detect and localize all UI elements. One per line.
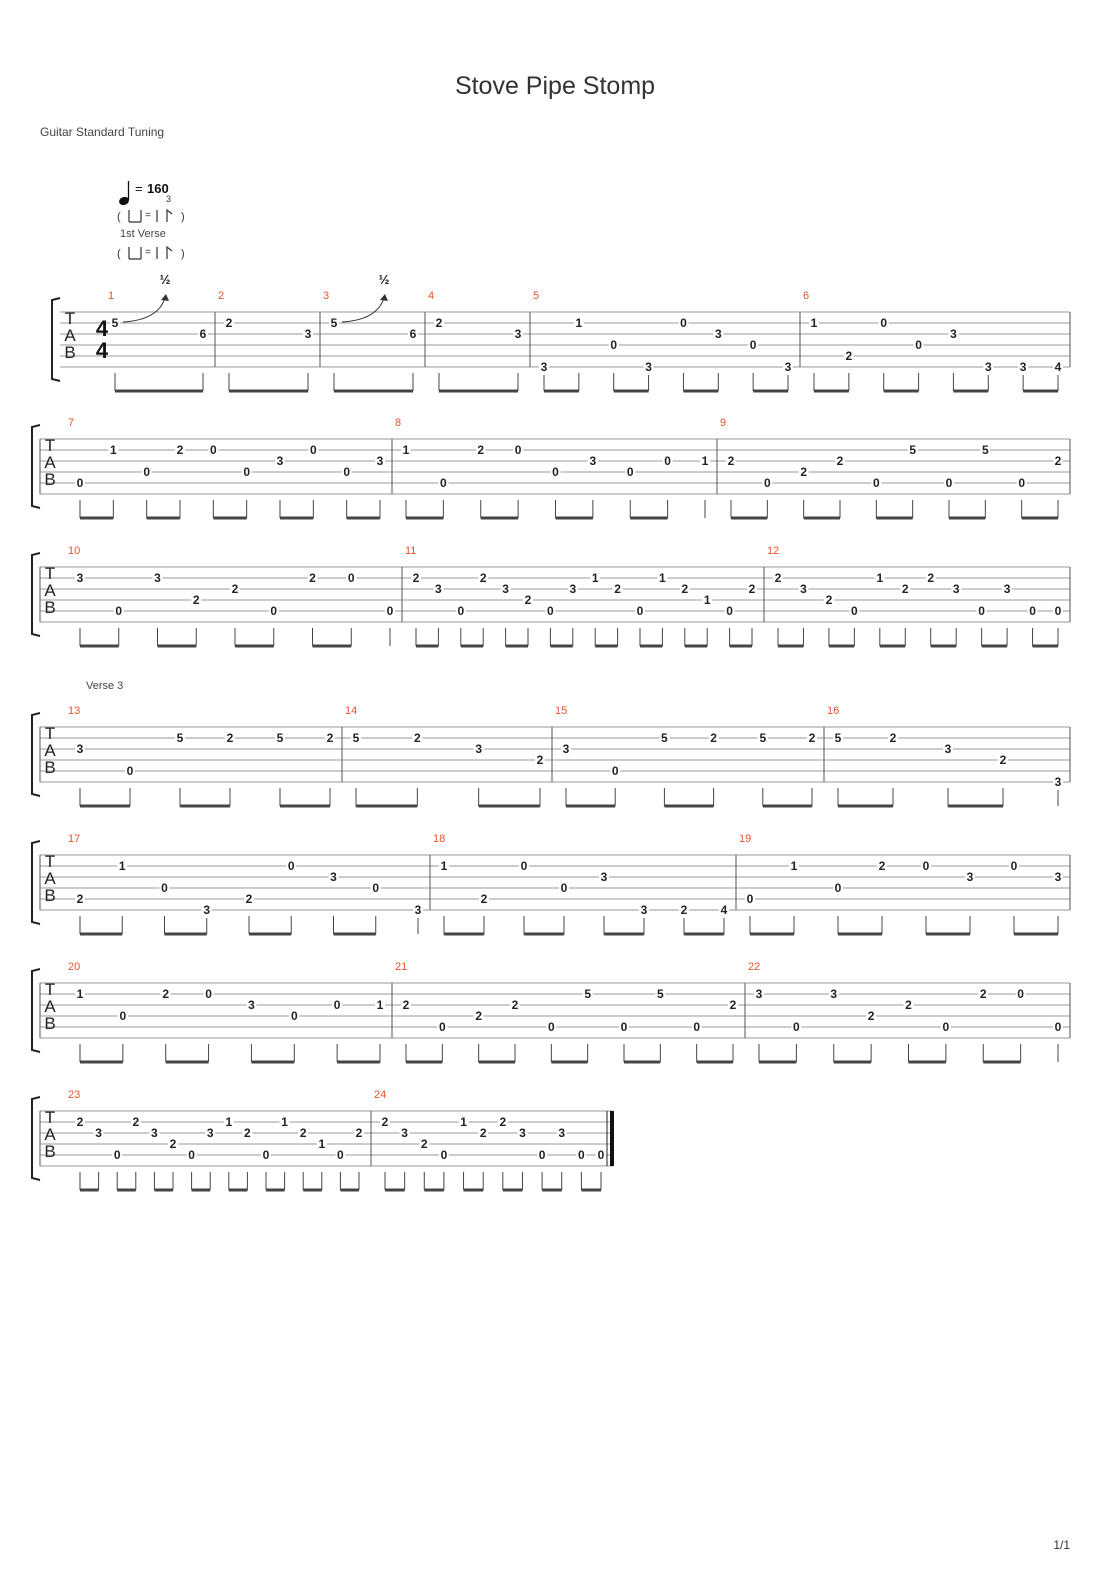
fret-number: 0 [1010, 859, 1018, 873]
fret-number: 0 [763, 476, 771, 490]
fret-number: 3 [984, 360, 992, 374]
fret-number: 3 [1054, 775, 1062, 789]
fret-number: 2 [245, 892, 253, 906]
fret-number: 3 [414, 903, 422, 917]
song-title: Stove Pipe Stomp [454, 72, 656, 100]
fret-number: 0 [209, 443, 217, 457]
fret-number: 3 [952, 582, 960, 596]
fret-number: 0 [270, 604, 278, 618]
time-signature-denominator: 4 [95, 338, 109, 363]
fret-number: 3 [944, 742, 952, 756]
fret-number: 2 [225, 316, 233, 330]
fret-number: 0 [262, 1148, 270, 1162]
fret-number: 0 [76, 476, 84, 490]
section-label-verse3: Verse 3 [86, 680, 124, 692]
fret-number: 5 [111, 316, 119, 330]
fret-number: 2 [480, 892, 488, 906]
fret-number: 3 [569, 582, 577, 596]
fret-number: 5 [330, 316, 338, 330]
fret-number: 2 [800, 465, 808, 479]
fret-number: 0 [343, 465, 351, 479]
fret-number: 0 [636, 604, 644, 618]
measure-number: 5 [533, 290, 540, 302]
fret-number: 3 [1019, 360, 1027, 374]
fret-number: 0 [620, 1020, 628, 1034]
measure-number: 12 [767, 545, 780, 557]
system-bracket [32, 713, 40, 796]
fret-number: 2 [176, 443, 184, 457]
swing-rhythm-icon [157, 210, 172, 222]
fret-number: 0 [626, 465, 634, 479]
fret-number: 2 [475, 1009, 483, 1023]
measure-number: 3 [323, 290, 330, 302]
fret-number: 1 [281, 1115, 288, 1129]
measure-number: 8 [395, 417, 402, 429]
fret-number: 3 [562, 742, 570, 756]
fret-number: 2 [326, 731, 334, 745]
measure-number: 17 [68, 833, 81, 845]
fret-number: 0 [333, 998, 341, 1012]
fret-number: 2 [681, 582, 689, 596]
system-bracket [32, 553, 40, 636]
fret-number: 0 [872, 476, 880, 490]
fret-number: 3 [401, 1126, 408, 1140]
fret-number: 2 [979, 987, 987, 1001]
fret-number: 4 [1054, 360, 1062, 374]
fret-number: 3 [95, 1126, 102, 1140]
fret-number: 0 [161, 881, 168, 895]
swing-rhythm-icon [157, 247, 172, 259]
measure-number: 4 [428, 290, 435, 302]
fret-number: 5 [759, 731, 767, 745]
fret-number: 0 [538, 1148, 546, 1162]
fret-number: 5 [834, 731, 842, 745]
fret-number: 3 [640, 903, 648, 917]
fret-number: 2 [226, 731, 234, 745]
measure-number: 14 [345, 705, 358, 717]
fret-number: 1 [76, 987, 84, 1001]
fret-number: 3 [435, 582, 442, 596]
fret-number: 2 [76, 892, 84, 906]
tab-clef-letter: T [44, 1108, 56, 1127]
fret-number: 3 [1003, 582, 1011, 596]
swing-paren-close: ) [181, 248, 185, 260]
fret-number: 0 [942, 1020, 950, 1034]
bend-arrowhead [380, 294, 388, 301]
tab-clef-letter: T [44, 724, 56, 743]
fret-number: 0 [514, 443, 522, 457]
fret-number: 6 [199, 327, 207, 341]
fret-number: 0 [520, 859, 528, 873]
fret-number: 2 [727, 454, 735, 468]
fret-number: 1 [591, 571, 599, 585]
fret-number: 0 [126, 764, 134, 778]
measure-number: 2 [218, 290, 225, 302]
fret-number: 2 [192, 593, 200, 607]
bend-arrowhead [161, 294, 169, 301]
tab-clef-letter: B [44, 758, 56, 777]
fret-number: 2 [867, 1009, 875, 1023]
measure-number: 15 [555, 705, 568, 717]
fret-number: 0 [611, 764, 619, 778]
fret-number: 0 [664, 454, 671, 468]
fret-number: 3 [800, 582, 807, 596]
page-number: 1/1 [1053, 1538, 1070, 1552]
tab-clef-letter: T [44, 436, 56, 455]
tab-clef-letter: B [64, 343, 76, 362]
fret-number: 0 [188, 1148, 195, 1162]
fret-number: 1 [402, 443, 410, 457]
fret-number: 3 [248, 998, 255, 1012]
fret-number: 1 [810, 316, 818, 330]
fret-number: 3 [203, 903, 211, 917]
fret-number: 0 [1054, 1020, 1062, 1034]
fret-number: 2 [524, 593, 532, 607]
fret-number: 0 [610, 338, 618, 352]
fret-number: 2 [536, 753, 544, 767]
tab-clef-letter: A [44, 581, 56, 600]
fret-number: 2 [748, 582, 756, 596]
fret-number: 0 [793, 1020, 800, 1034]
fret-number: 0 [578, 1148, 585, 1162]
fret-number: 1 [225, 1115, 233, 1129]
fret-number: 2 [901, 582, 909, 596]
tab-clef-letter: A [44, 997, 56, 1016]
fret-number: 2 [76, 1115, 84, 1129]
measure-number: 23 [68, 1089, 81, 1101]
fret-number: 0 [290, 1009, 298, 1023]
tab-clef-letter: T [44, 980, 56, 999]
fret-number: 0 [287, 859, 295, 873]
fret-number: 2 [905, 998, 912, 1012]
tab-clef-letter: B [44, 1014, 56, 1033]
fret-number: 5 [909, 443, 917, 457]
fret-number: 2 [710, 731, 717, 745]
fret-number: 5 [656, 987, 664, 1001]
fret-number: 3 [154, 571, 161, 585]
measure-number: 6 [803, 290, 810, 302]
fret-number: 0 [1018, 476, 1026, 490]
fret-number: 2 [231, 582, 239, 596]
system-bracket [52, 298, 60, 381]
fret-number: 3 [950, 327, 957, 341]
fret-number: 0 [1029, 604, 1036, 618]
fret-number: 0 [113, 1148, 121, 1162]
fret-number: 1 [118, 859, 126, 873]
fret-number: 1 [318, 1137, 326, 1151]
fret-number: 0 [243, 465, 251, 479]
fret-number: 2 [402, 998, 410, 1012]
fret-number: 0 [547, 1020, 555, 1034]
fret-number: 2 [999, 753, 1007, 767]
fret-number: 2 [614, 582, 621, 596]
measure-number: 21 [395, 961, 408, 973]
fret-number: 1 [460, 1115, 467, 1129]
fret-number: 2 [309, 571, 316, 585]
fret-number: 2 [774, 571, 782, 585]
fret-number: 0 [851, 604, 858, 618]
fret-number: 2 [808, 731, 816, 745]
fret-number: 0 [880, 316, 888, 330]
tuning-label: Guitar Standard Tuning [40, 125, 165, 139]
fret-number: 0 [115, 604, 123, 618]
fret-number: 3 [304, 327, 312, 341]
fret-number: 2 [511, 998, 519, 1012]
fret-number: 0 [749, 338, 757, 352]
swing-paren-close: ) [181, 211, 185, 223]
tab-clef-letter: T [64, 309, 76, 328]
fret-number: 2 [836, 454, 844, 468]
bend-amount: ½ [159, 272, 171, 287]
measure-number: 24 [374, 1089, 387, 1101]
system-bracket [32, 841, 40, 924]
tab-clef-letter: B [44, 470, 56, 489]
measure-number: 20 [68, 961, 81, 973]
fret-number: 1 [376, 998, 384, 1012]
fret-number: 0 [309, 443, 317, 457]
tab-clef-letter: T [44, 852, 56, 871]
fret-number: 0 [372, 881, 380, 895]
fret-number: 5 [352, 731, 360, 745]
fret-number: 0 [945, 476, 953, 490]
fret-number: 2 [420, 1137, 428, 1151]
measure-number: 11 [405, 545, 417, 557]
fret-number: 0 [680, 316, 687, 330]
fret-number: 3 [540, 360, 548, 374]
fret-number: 0 [347, 571, 355, 585]
fret-number: 0 [552, 465, 559, 479]
tab-clef-letter: A [44, 453, 56, 472]
fret-number: 0 [1054, 604, 1062, 618]
fret-number: 2 [878, 859, 886, 873]
measure-number: 18 [433, 833, 446, 845]
fret-number: 1 [703, 593, 711, 607]
fret-number: 3 [830, 987, 838, 1001]
fret-number: 2 [132, 1115, 140, 1129]
fret-number: 1 [659, 571, 666, 585]
fret-number: 3 [151, 1126, 158, 1140]
fret-number: 3 [276, 454, 284, 468]
fret-number: 0 [693, 1020, 701, 1034]
fret-number: 3 [714, 327, 722, 341]
fret-number: 3 [475, 742, 483, 756]
measure-number: 22 [748, 961, 761, 973]
fret-number: 5 [176, 731, 184, 745]
measure-number: 7 [68, 417, 75, 429]
fret-number: 3 [514, 327, 522, 341]
fret-number: 2 [299, 1126, 307, 1140]
fret-number: 3 [784, 360, 792, 374]
tab-clef-letter: B [44, 886, 56, 905]
fret-number: 6 [409, 327, 417, 341]
tab-clef-letter: A [44, 741, 56, 760]
fret-number: 3 [600, 870, 608, 884]
tempo-equals: = [135, 181, 143, 196]
fret-number: 0 [143, 465, 151, 479]
fret-number: 2 [244, 1126, 251, 1140]
system-bracket [32, 425, 40, 508]
bend-amount: ½ [378, 272, 390, 287]
fret-number: 2 [412, 571, 420, 585]
fret-number: 0 [547, 604, 554, 618]
fret-number: 2 [889, 731, 897, 745]
fret-number: 0 [834, 881, 842, 895]
fret-number: 1 [575, 316, 583, 330]
fret-number: 2 [162, 987, 170, 1001]
fret-number: 3 [1054, 870, 1062, 884]
fret-number: 2 [499, 1115, 507, 1129]
fret-number: 2 [477, 443, 485, 457]
fret-number: 3 [76, 742, 84, 756]
bend-curve [342, 298, 384, 322]
fret-number: 3 [755, 987, 763, 1001]
fret-number: 1 [876, 571, 884, 585]
eighth-pair-icon [129, 247, 141, 259]
fret-number: 0 [438, 1020, 446, 1034]
tab-clef-letter: T [44, 564, 56, 583]
fret-number: 2 [1054, 454, 1062, 468]
fret-number: 2 [927, 571, 935, 585]
fret-number: 3 [76, 571, 84, 585]
eighth-pair-icon [129, 210, 141, 222]
measure-number: 9 [720, 417, 727, 429]
fret-number: 2 [479, 1126, 487, 1140]
fret-number: 1 [109, 443, 117, 457]
fret-number: 2 [169, 1137, 177, 1151]
fret-number: 3 [502, 582, 509, 596]
triplet-number: 3 [166, 194, 172, 204]
swing-paren-open: ( [117, 248, 121, 260]
tab-clef-letter: A [64, 326, 76, 345]
fret-number: 2 [845, 349, 853, 363]
time-signature-numerator: 4 [95, 316, 109, 341]
fret-number: 2 [435, 316, 443, 330]
fret-number: 1 [701, 454, 709, 468]
tempo-value: 160 [147, 181, 169, 196]
final-barline-thick [610, 1111, 614, 1166]
measure-number: 19 [739, 833, 752, 845]
fret-number: 0 [440, 1148, 448, 1162]
measure-number: 16 [827, 705, 840, 717]
fret-number: 2 [413, 731, 421, 745]
swing-paren-open: ( [117, 211, 121, 223]
fret-number: 0 [597, 1148, 605, 1162]
fret-number: 5 [584, 987, 592, 1001]
fret-number: 0 [386, 604, 394, 618]
fret-number: 2 [729, 998, 737, 1012]
fret-number: 3 [330, 870, 337, 884]
section-label-verse1: 1st Verse [120, 228, 166, 240]
fret-number: 3 [558, 1126, 566, 1140]
fret-number: 0 [922, 859, 930, 873]
fret-number: 0 [457, 604, 465, 618]
tab-clef-letter: A [44, 869, 56, 888]
fret-number: 0 [746, 892, 754, 906]
fret-number: 3 [589, 454, 597, 468]
tab-clef-letter: B [44, 598, 56, 617]
tab-clef-letter: B [44, 1142, 56, 1161]
fret-number: 2 [825, 593, 833, 607]
fret-number: 0 [1017, 987, 1024, 1001]
fret-number: 0 [978, 604, 985, 618]
fret-number: 5 [276, 731, 284, 745]
fret-number: 2 [355, 1126, 363, 1140]
fret-number: 1 [790, 859, 798, 873]
fret-number: 2 [479, 571, 487, 585]
fret-number: 1 [440, 859, 448, 873]
fret-number: 3 [966, 870, 974, 884]
fret-number: 0 [726, 604, 733, 618]
fret-number: 5 [981, 443, 989, 457]
fret-number: 3 [376, 454, 384, 468]
bend-curve [123, 298, 165, 322]
measure-number: 13 [68, 705, 81, 717]
fret-number: 4 [720, 903, 728, 917]
fret-number: 0 [440, 476, 447, 490]
system-bracket [32, 1097, 40, 1180]
system-bracket [32, 969, 40, 1052]
fret-number: 2 [680, 903, 688, 917]
tab-clef-letter: A [44, 1125, 56, 1144]
fret-number: 0 [119, 1009, 127, 1023]
swing-equals: = [145, 210, 151, 221]
swing-equals: = [145, 247, 151, 258]
fret-number: 3 [645, 360, 652, 374]
fret-number: 5 [661, 731, 668, 745]
fret-number: 0 [337, 1148, 344, 1162]
fret-number: 2 [381, 1115, 389, 1129]
measure-number: 1 [108, 290, 115, 302]
fret-number: 3 [519, 1126, 526, 1140]
fret-number: 0 [560, 881, 568, 895]
measure-number: 10 [68, 545, 81, 557]
fret-number: 0 [915, 338, 922, 352]
fret-number: 0 [205, 987, 212, 1001]
fret-number: 3 [206, 1126, 214, 1140]
